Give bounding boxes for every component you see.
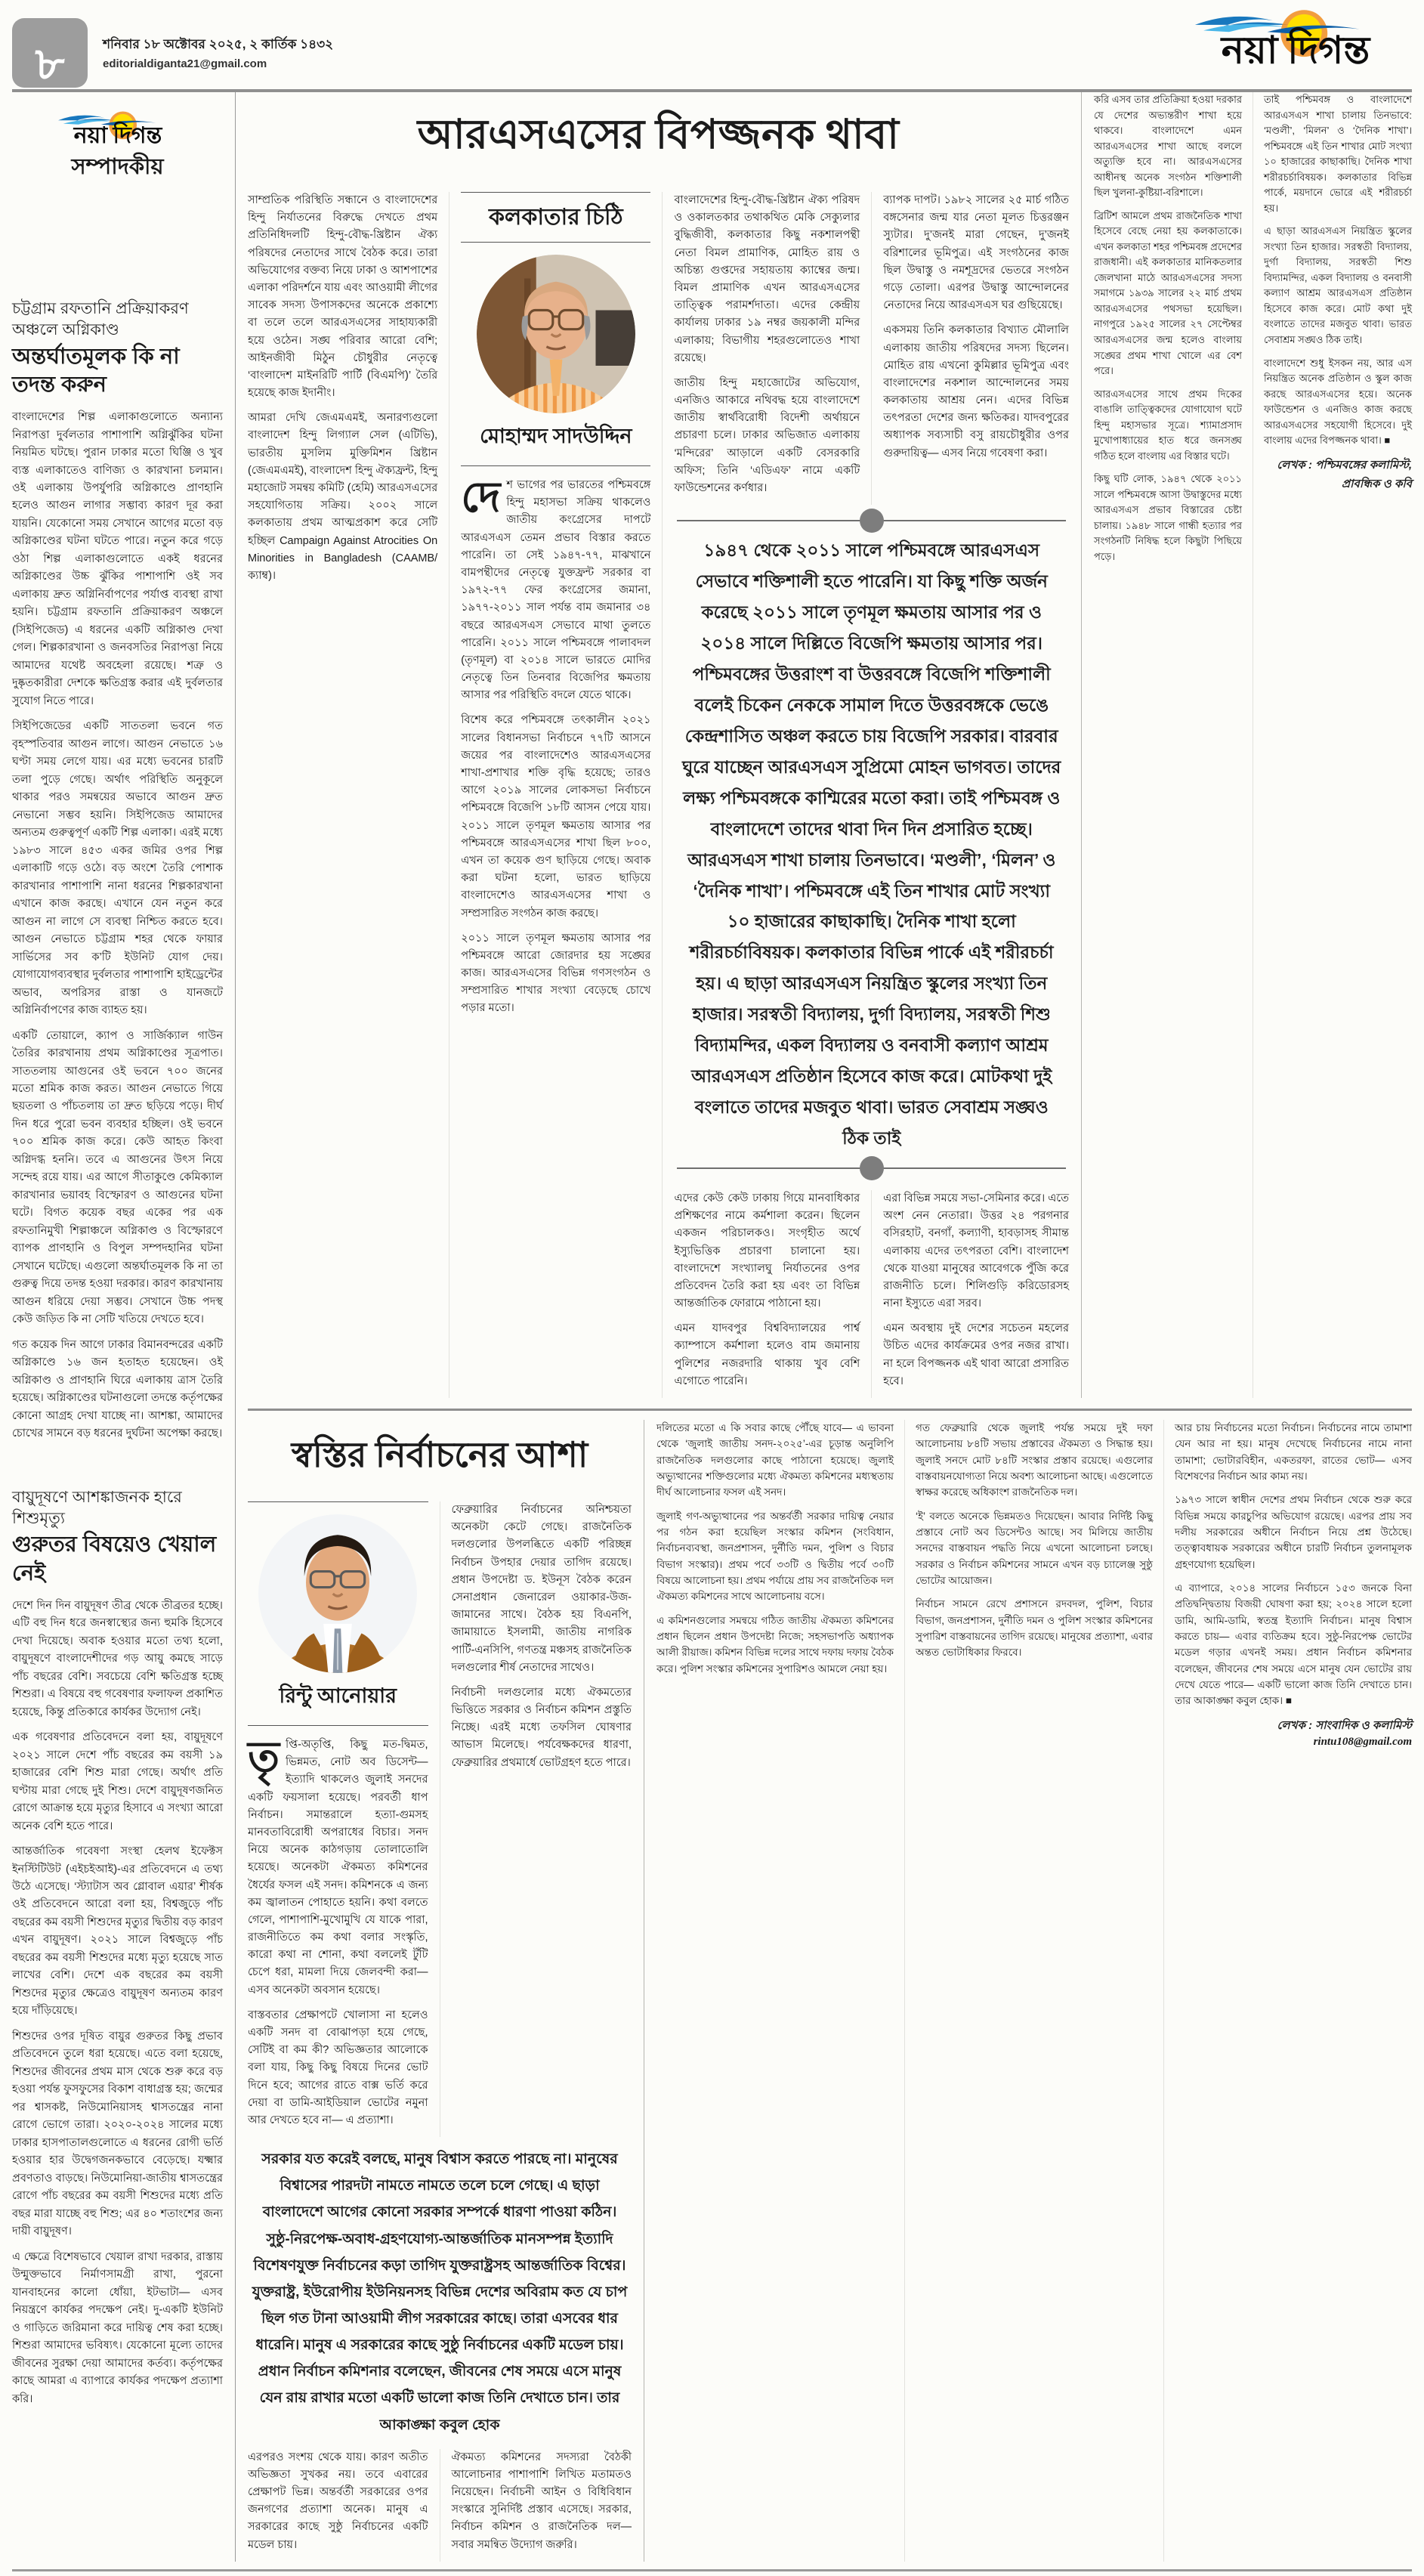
paragraph: সাম্প্রতিক পরিস্থিতি সন্ধানে ও বাংলাদেশের হিন্দু নির্যাতনের বিরুদ্ধে দেখতে প্রথম প্রতিনিধিদলটি হিন্দু-বৌদ্ধ-খ্রিষ্টান ঐক্য পরিষদের নেতাদের সাথে বৈঠক করে। তারা অভিযোগের বক্তব্য নিয়ে ঢাকা ও আশপাশের এলাকা পরিদর্শনে যায় এবং আওয়ামী লীগের সাবেক সদস্য উপাসকদের অনেকে প্রকাশ্যে বা তলে তলে আরএসএসের সাহায্যকারী হয়ে ওঠেন। সঙ্ঘ পরিবার আরো বেশি; আইনজীবী মিঠুন চৌধুরীর নেতৃত্বে ‘বাংলাদেশ মাইনরিটি পার্টি (বিএমপি)’ তৈরি হয়েছে কাজ ইদানীং। [248,194,438,400]
paragraph: এ কমিশনগুলোর সমন্বয়ে গঠিত জাতীয় ঐকমত্য কমিশনের প্রধান ছিলেন প্রধান উপদেষ্টা নিজে; সহসভাপতি অধ্যাপক আলী রীয়াজ। কমিশন বিভিন্ন দলের সাথে দফায় দফায় বৈঠক করে। পুলিশ সংস্কার কমিশনের সুপারিশও আমলে নেয়া হয়। [656,1614,894,1675]
right-column-3-text [1175,1420,1412,1709]
article-column-3 [674,192,860,505]
article-column-2 [449,192,650,1398]
masthead-logo-text: নয়া দিগন্ত [73,123,162,148]
pull-quote-bottom-rule [677,1167,1066,1169]
pull-quote-block [677,506,1066,1183]
paragraph: বিশেষ করে পশ্চিমবঙ্গে তৎকালীন ২০২১ সালের বিধানসভা নির্বাচনে ৭৭টি আসনে জয়ের পর বাংলাদেশেও আরএসএসের শাখা-প্রশাখার শক্তি বৃদ্ধি হয়েছে; তারও আগে ২০১৯ সালের লোকসভা নির্বাচনে পশ্চিমবঙ্গে বিজেপি ১৮টি আসন পেয়ে যায়। ২০১১ সালে তৃণমূল ক্ষমতায় আসার পর পশ্চিমবঙ্গে আরএসএসের শাখা ছিল ৮০০, এখন তা কয়েক গুণ ছাড়িয়ে গেছে। অবাক করা ঘটনা হলো, ভারত ছাড়িয়ে বাংলাদেশেও আরএসএসের শাখা ও সম্প্রসারিত সংগঠন কাজ করছে। [461,714,651,920]
article-column-b2 [440,2449,632,2562]
article-headline: আরএসএসের বিপজ্জনক থাবা [417,112,900,157]
left-columns-row [248,1501,632,2137]
article-column-3b [674,1190,860,1398]
paragraph: নির্বাচনী দলগুলোর মধ্যে ঐকমত্যের ভিত্তিতে সরকার ও নির্বাচন কমিশন প্রস্তুতি নিচ্ছে। এরই মধ্যে তফসিল ঘোষণার আভাস মিলেছে। পর্যবেক্ষকদের ধারণা, ফেব্রুয়ারির প্রথমার্ধে ভোটগ্রহণ হতে পারে। [451,1686,632,1769]
editorial-2 [12,1487,223,2408]
paragraph: দেশে দিন দিন বায়ুদূষণ তীব্র থেকে তীব্রতর হচ্ছে। এটি বহু দিন ধরে জনস্বাস্থ্যের জন্য হুমকি হিসেবে দেখা দিয়েছে। অবাক হওয়ার মতো তথ্য হলো, বায়ুদূষণে বাংলাদেশীদের গড় আয়ু কমছে সাড়ে পাঁচ বছরের বেশি। সবচেয়ে বেশি ক্ষতিগ্রস্ত হচ্ছে শিশুরা। এ বিষয়ে বহু গবেষণার ফলাফল প্রকাশিত হয়েছে, কিন্তু প্রতিকারে কার্যকর উদ্যোগ নেই। [12,1599,223,1718]
editorial-email: editorialdiganta21@gmail.com [103,57,267,70]
editorial-1 [12,298,223,1443]
article-column-4b [871,1190,1069,1398]
paragraph: এমন যাদবপুর বিশ্ববিদ্যালয়ের পার্শ্ব ক্যাম্পাসে কর্মশালা হলেও বাম জমানায় পুলিশের নজরদারি থাকায় খুব বেশি এগোতে পারেনি। [674,1322,860,1387]
author-photo [477,255,635,413]
author-credit: লেখক : পশ্চিমবঙ্গের কলামিস্ট, প্রাবন্ধিক ও কবি [1277,458,1412,490]
paragraph: আমরা দেখি জেএমএমই, অনারণ্যগুলো বাংলাদেশ হিন্দু লিগ্যাল সেল (এটিভি), ভারতীয় মুসলিম মুক্তিমিশন খ্রিষ্টান (জেএমএমই), বাংলাদেশ হিন্দু ঐক্যফ্রন্ট, হিন্দু মহাজোট সমন্বয় কমিটি (হেমি) আরএসএসের সহযোগিতায় সক্রিয়। ২০০২ সালে কলকাতায় প্রথম আত্মপ্রকাশ করে সেটি হচ্ছিল Campaign Against Atrocities On Minorities in Bangladesh (CAAMB/ক্যাম্ব)। [248,412,438,582]
article-rss-main [248,92,1081,1398]
page-header [12,0,1412,92]
author-box [248,1501,428,1726]
pull-quote-top-rule [677,520,1066,521]
right-column-3 [1163,1420,1412,2562]
article-column-2-more [461,712,650,1017]
author-photo [258,1514,417,1673]
article-election-right [644,1420,1412,2562]
editorial-column [12,92,236,2562]
article-column-a-more [248,2007,428,2129]
author-name: রিন্টু আনোয়ার [279,1684,397,1707]
paragraph: ঐকমত্য কমিশনের সদস্যরা বৈঠকী আলোচনার পাশাপাশি লিখিত মতামতও নিয়েছেন। নির্বাচনী আইন ও বিধিবিধান সংস্কারে সুনির্দিষ্ট প্রস্তাব এসেছে। সরকার, নির্বাচন কমিশন ও রাজনৈতিক দল— সবার সমন্বিত উদ্যোগ জরুরি। [451,2451,632,2551]
section-title: সম্পাদকীয় [71,155,164,179]
paragraph: ব্যাপক দাপট। ১৯৮২ সালের ২৫ মার্চ গঠিত বঙ্গসেনার জন্ম যার নেতা মূলত চিত্তরঞ্জন স্যুটার। দু’জনই মারা গেছেন, দু’জনই বরিশালের ভূমিপুত্র। এই সংগঠনের কাজ ছিল উদ্বাস্তু ও নমশূদ্রদের ভেতরে সংগঠন গড়ে তোলা। এরপর উদ্বাস্তু আন্দোলনের নেতাদের নিয়ে আরএসএস ঘর গুছিয়েছে। [883,194,1069,312]
article-divider-rule [248,1409,1412,1411]
paragraph: করি এসব তার প্রতিক্রিয়া হওয়া দরকার যে দেশের অভ্যন্তরীণ শাখা হয়ে থাকবে। বাংলাদেশে এমন আরএসএসের শাখা আছে বললে অত্যুক্তি হবে না। আরএসএসের আধীনস্থ অনেক সংগঠন শক্তিশালী ছিল খুলনা-কুষ্টিয়া-বরিশালে। [1094,94,1242,199]
editorial-title: গুরুতর বিষয়েও খেয়াল নেই [12,1532,217,1586]
articles-zone [236,92,1412,2562]
author-name: মোহাম্মদ সাদউদ্দিন [480,425,632,447]
drop-cap: তৃ [248,1734,280,1781]
article-columns [248,192,1069,1398]
dot-ornament-icon [860,509,884,533]
paragraph: এক গবেষণার প্রতিবেদনে বলা হয়, বায়ুদূষণে ২০২১ সালে দেশে পাঁচ বছরের কম বয়সী ১৯ হাজারের বেশি শিশু মারা গেছে। অর্থাৎ প্রতি ঘণ্টায় মারা গেছে দুই শিশু। দেশে বায়ুদূষণজনিত রোগে আক্রান্ত হয়ে মৃত্যুর হিসাবে এ সংখ্যা আরো অনেক বেশি হতে পারে। [12,1731,223,1832]
paragraph: দলিতের মতো এ কি সবার কাছে পৌঁছে যাবে— এ ভাবনা থেকে ‘জুলাই জাতীয় সনদ-২০২৫’-এর চূড়ান্ত অনুলিপি রাজনৈতিক দলগুলোর কাছে পাঠানো হয়েছে। জুলাই অভ্যুত্থানের শক্তিগুলোর মধ্যে ঐকমত্য কমিশনের মধ্যস্থতায় দীর্ঘ আলোচনার ফসল এই সনদ। [656,1422,894,1498]
editorial-body [12,1597,223,2408]
page-bottom-rule [12,2569,1412,2571]
left-columns-row-2 [248,2449,632,2562]
paragraph: গত ফেব্রুয়ারি থেকে জুলাই পর্যন্ত সময়ে দুই দফা আলোচনায় ৮৪টি সভায় প্রস্তাবের ঐকমত্য ও সিদ্ধান্ত হয়। জুলাই সনদে মোট ৮৪টি সংস্কার প্রস্তাব রয়েছে। এগুলোর বাস্তবায়নযোগ্যতা নিয়ে অবশ্য আলোচনা আছে। এগুলোতে স্বাক্ষর করেছে অধিকাংশ রাজনৈতিক দল। [916,1422,1153,1498]
paragraph: কিছু ঘটি লোক, ১৯৪৭ থেকে ২০১১ সালে পশ্চিমবঙ্গে আসা উদ্বাস্তুদের মধ্যে আরএসএস প্রভাব বিস্তারের চেষ্টা চালায়। ১৯৪৮ সালে গান্ধী হত্যার পর সংগঠনটি নিষিদ্ধ হলে কিছুটা পিছিয়ে পড়ে। [1094,473,1242,562]
paragraph: নির্বাচন সামনে রেখে প্রশাসনে রদবদল, পুলিশ, বিচার বিভাগ, জনপ্রশাসন, দুর্নীতি দমন ও পুলিশ সংস্কার কমিশনের সুপারিশ বাস্তবায়নের তাগিদ রয়েছে। মানুষের প্রত্যাশা, এবার অন্তত ভোটাধিকার ফিরবে। [916,1598,1153,1659]
article-election-left [248,1420,644,2562]
paragraph: এরপরও সংশয় থেকে যায়। কারণ অতীত অভিজ্ঞতা সুখকর নয়। তবে এবারের প্রেক্ষাপট ভিন্ন। অন্তর্বর্তী সরকারের ওপর জনগণের প্রত্যাশা অনেক। মানুষ এ সরকারের কাছে সুষ্ঠু নির্বাচনের একটি মডেল চায়। [248,2451,428,2551]
editorial-title: অন্তর্ঘাতমূলক কি না তদন্ত করুন [12,344,180,397]
article-column-1 [248,192,437,1398]
date-line: শনিবার ১৮ অক্টোবর ২০২৫, ২ কার্তিক ১৪৩২ [103,37,334,51]
paragraph: বাংলাদেশের হিন্দু-বৌদ্ধ-খ্রিষ্টান ঐক্য পরিষদ ও ওকালতকার তথাকথিত মেকি সেক্যুলার বুদ্ধিজীবী, কলকাতার কিছু নকশালপন্থী নেতা বিমল প্রামাণিক, মোহিত রায় ও অচিন্ত্য গুপ্তদের সহায়তায় ক্যাম্বের জন্ম। বিমল প্রামাণিক এখন আরএসএসের তাত্ত্বিক পরামর্শদাতা। এদের কেন্দ্রীয় কার্যালয় ঢাকার ১৯ নম্বর জয়কালী মন্দির এলাকায়; বিভাগীয় শহরগুলোতেও শাখা রয়েছে। [674,194,860,364]
paragraph: বাংলাদেশে শুধু ইসকন নয়, আর এস নিয়ন্ত্রিত অনেক প্রতিষ্ঠান ও স্কুল কাজ করছে আরএসএসের হয়ে। অনেক ফাউন্ডেশন ও এনজিও কাজ করছে আরএসএসের সহযোগী হিসেবে। দুই বাংলায় এদের বিপজ্জনক থাবা। ■ [1264,357,1412,447]
editorial-body [12,409,223,1443]
pull-quote-text: সরকার যত করেই বলছে, মানুষ বিশ্বাস করতে পারছে না। মানুষের বিশ্বাসের পারদটা নামতে নামতে তলে চলে গেছে। এ ছাড়া বাংলাদেশে আগের কোনো সরকার সম্পর্কে ধারণা পাওয়া কঠিন। সুষ্ঠু-নিরপেক্ষ-অবাধ-গ্রহণযোগ্য-আন্তর্জাতিক মানসম্পন্ন ইত্যাদি বিশেষণযুক্ত নির্বাচনের কড়া তাগিদ যুক্তরাষ্ট্রসহ আন্তর্জাতিক বিশ্বের। যুক্তরাষ্ট্র, ইউরোপীয় ইউনিয়নসহ বিভিন্ন দেশের অবিরাম কত যে চাপ ছিল গত টানা আওয়ামী লীগ সরকারের কাছে। তারা এসবের ধার ধারেনি। মানুষ এ সরকারের কাছে সুষ্ঠু নির্বাচনের একটি মডেল চায়। প্রধান নির্বাচন কমিশনার বলেছেন, জীবনের শেষ সময়ে এসে মানুষ যেন রায় রাখার মতো একটি ভালো কাজ তিনি দেখাতে চান। তার আকাঙ্ক্ষা কবুল হোক [252,2151,628,2433]
article-rss-sidecolumns [1081,92,1412,1398]
newspaper-logo [1182,0,1409,70]
paragraph: এ ব্যাপারে, ২০১৪ সালের নির্বাচনে ১৫৩ জনকে বিনা প্রতিদ্বন্দ্বিতায় বিজয়ী ঘোষণা করা হয়; ২০২৪ সালে হলো ডামি, আমি-ডামি, স্বতন্ত্র ইত্যাদি নির্বাচন। মানুষ বিশ্বাস করতে চায়— এবার ব্যতিক্রম হবে। সুষ্ঠু-নিরপেক্ষ ভোটের মডেল গড়ার এখনই সময়। প্রধান নির্বাচন কমিশনার বলেছেন, জীবনের শেষ সময়ে এসে মানুষ যেন ভোটের রায় দেখে যেতে পারে— একটি ভালো কাজ তিনি দেখাতে চান। তার আকাঙ্ক্ষা কবুল হোক। ■ [1175,1582,1412,1707]
dot-ornament-icon [860,1156,884,1180]
paragraph: গত কয়েক দিন আগে ঢাকার বিমানবন্দরের একটি অগ্নিকাণ্ডে ১৬ জন হতাহত হয়েছেন। ওই অগ্নিকাণ্ড ও প্রাণহানি ঘিরে এলাকায় ত্রাস তৈরি হয়েছে। অগ্নিকাণ্ডের ঘটনাগুলো তদন্তে কর্তৃপক্ষের কোনো আগ্রহ দেখা যাচ্ছে না। আশঙ্কা, আমাদের চোখের সামনে বড় ধরনের দুর্ঘটনা অপেক্ষা করছে। [12,1338,223,1440]
drop-cap: দে [461,475,501,521]
article-column-2-text: দেশ ভাগের পর ভারতের পশ্চিমবঙ্গে হিন্দু মহাসভা সক্রিয় থাকলেও জাতীয় কংগ্রেসের দাপটে আরএসএস তেমন প্রভাব বিস্তার করতে পারেনি। তা সেই ১৯৪৭-৭৭, মাঝখানে বামপন্থীদের নেতৃত্বে যুক্তফ্রন্ট সরকার বা ১৯৭২-৭৭ ফের কংগ্রেসের জমানা, ১৯৭৭-২০১১ সাল পর্যন্ত বাম জমানার ৩৪ বছরে আরএসএস সেভাবে মাথা তুলতে পারেনি। ২০১১ সালে পশ্চিমবঙ্গে পালাবদল (তৃণমূল) বা ২০১৪ সালে ভারতে মোদির নেতৃত্বে তিন তিনবার বিজেপির ক্ষমতায় আসার পর পরিস্থিতি বদলে যেতে থাকে। [461,475,651,702]
page-number-badge: ৮ [12,18,88,88]
paragraph: বাস্তবতার প্রেক্ষাপটে খোলাসা না হলেও একটি সনদ বা বোঝাপড়া হয়ে গেছে, সেটিই বা কম কী? অভিজ্ঞতার আলোকে বলা যায়, কিছু কিছু বিষয়ে দিনের ভোট দিনে হবে; আগের রাতে বাক্স ভর্তি করে দেয়া বা ডামি-আইডিয়াল ভোটের নমুনা আর দেখতে হবে না— এ প্রত্যাশা। [248,2009,428,2126]
right-column-1 [656,1420,894,2562]
article-column-a2 [248,2449,428,2562]
article-election [248,1420,1412,2562]
author-credit: লেখক : সাংবাদিক ও কলামিস্ট [1277,1718,1412,1732]
editorial-kicker: চট্টগ্রাম রফতানি প্রক্রিয়াকরণ অঞ্চলে অগ্নিকাণ্ড [12,300,189,339]
column-label: কলকাতার চিঠি [461,193,650,243]
author-credit-email: rintu108@gmail.com [1313,1735,1412,1748]
paragraph: তাই পশ্চিমবঙ্গ ও বাংলাদেশে আরএসএস শাখা চালায় তিনভাবে: ‘মণ্ডলী’, ‘মিলন’ ও ‘দৈনিক শাখা’। পশ্চিমবঙ্গে এই তিন শাখার মোট সংখ্যা ১০ হাজারের কাছাকাছি। দৈনিক শাখা শরীরচর্চাবিষয়ক। কলকাতার বিভিন্ন পার্কে, ময়দানে ভোরে এই শরীরচর্চা হয়। [1264,94,1412,214]
article-middle-block [662,192,1069,1398]
author-box [461,192,650,466]
paragraph: এ ছাড়া আরএসএস নিয়ন্ত্রিত স্কুলের সংখ্যা তিন হাজার। সরস্বতী বিদ্যালয়, দুর্গা বিদ্যালয়, সরস্বতী শিশু বিদ্যামন্দির, একল বিদ্যালয় ও বনবাসী কল্যাণ আশ্রম আরএসএস প্রতিষ্ঠান হিসেবে কাজ করে। মোট কথা দুই বংলাতে তাদের মজবুত থাবা। ভারত সেবাশ্রম সঙ্ঘও ঠিক তাই। [1264,225,1412,345]
narrow-column-2 [1253,92,1412,1398]
article-headline: স্বস্তির নির্বাচনের আশা [291,1436,588,1474]
page-body [12,92,1412,2562]
paragraph: ১৯৭৩ সালে স্বাধীন দেশের প্রথম নির্বাচন থেকে শুরু করে বিভিন্ন সময়ে কারচুপির অভিযোগ রয়েছে। এরপর প্রায় সব দলীয় সরকারের অধীনে নির্বাচন নিয়ে প্রশ্ন উঠেছে। তত্ত্বাবধায়ক সরকারের অধীনে চারটি নির্বাচন তুলনামূলক গ্রহণযোগ্য হয়েছিল। [1175,1494,1412,1570]
article-column-b [440,1501,632,2137]
paragraph: জুলাই গণ-অভ্যুত্থানের পর অন্তর্বর্তী সরকার দায়িত্ব নেয়ার পর গঠন করা হয়েছিল সংস্কার কমিশন (সংবিধান, নির্বাচনব্যবস্থা, জনপ্রশাসন, দুর্নীতি দমন, পুলিশ ও বিচার বিভাগ সংস্কার)। প্রথম পর্বে ৩৩টি ও দ্বিতীয় পর্বে ৩০টি বিষয়ে আলোচনা হয়। প্রথম পর্যায়ে প্রায় সব রাজনৈতিক দল ঐকমত্য কমিশনের সাথে আলোচনায় বসে। [656,1510,894,1603]
paragraph: এমন অবস্থায় দুই দেশের সচেতন মহলের উচিত এদের কার্যক্রমের ওপর নজর রাখা। না হলে বিপজ্জনক এই থাবা আরো প্রসারিত হবে। [883,1322,1069,1387]
right-column-2 [904,1420,1153,2562]
paragraph: ‘ই’ বলতে অনেকে ভিন্নমতও দিয়েছেন। আবার নির্দিষ্ট কিছু প্রস্তাবে নোট অব ডিসেন্টও আছে। সব মিলিয়ে জাতীয় সনদের বাস্তবায়ন পদ্ধতি নিয়ে এখনো আলোচনা চলছে। সরকার ও নির্বাচন কমিশনের সামনে এখন বড় চ্যালেঞ্জ সুষ্ঠু ভোটের আয়োজন। [916,1510,1153,1586]
paragraph: জাতীয় হিন্দু মহাজোটের অভিযোগ, এনজিও আকারে নথিবদ্ধ হয়ে বাংলাদেশে জাতীয় স্বার্থবিরোধী বিদেশী অর্থায়নে প্রচারণা চলে। ঢাকার অভিজাত এলাকায় ‘মন্দিরের’ আড়ালে একটি বেসরকারি অফিস; তিনি ‘এডিএফ’ নামে একটি ফাউন্ডেশনের কর্ণধার। [674,376,860,494]
article-column-a: রিন্টু আনোয়ার তৃপ্তি-অতৃপ্তি, কিছু মত-দ্বিমত, ভিন্নমত, নোট অব ডিসেন্ট— ইত্যাদি থাকলেও জুলাই সনদের একটি ফয়সালা হয়েছে। পরবর্তী ধাপ নির্বাচন। সমান্তরালে হত্যা-গুমসহ মানবতাবিরোধী অপরাধের বিচার। সনদ নিয়ে অনেক কাঠগড়ায় তোলাতোলি হয়েছে। অনেকটা ঐকমত্য কমিশনের ধৈর্যের ফসল এই সনদ। কমিশনকে এ জন্য কম জ্বালাতন পোহাতে হয়নি। কথা বলতে গেলে, পাশাপাশি-মুখোমুখি যে যাকে পারা, রাজনীতিতে কম কথা বলার সংস্কৃতি, কারো কথা না শোনা, কথা বললেই টুঁটি চেপে ধরা, মামলা দিয়ে জেলবন্দী করা— এসব অনেকটা অবসান হয়েছে। বাস্তবতার প্রেক্ষাপটে খোলাসা না হলেও একটি সনদ বা বোঝাপড়া হয়ে গেছে, সেটিই বা কম কী? অভিজ্ঞতার আলোকে বলা যায়, কিছু কিছু বিষয়ে দিনের ভোট দিনে হবে; আগের রাতে বাক্স ভর্তি করে দেয়া বা ডামি-আইডিয়াল ভোটের নমুনা আর দেখতে হবে না— এ প্রত্যাশা। [248,1501,428,2137]
article-column-4 [871,192,1069,505]
paragraph: একটি তোয়ালে, ক্যাপ ও সার্জিক্যাল গাউন তৈরির কারখানায় প্রথম অগ্নিকাণ্ডের সূত্রপাত। সাততলায় আগুনের ওই ভবনে ৭০০ জনের মতো শ্রমিক কাজ করত। আগুন নেভাতে গিয়ে ছয়তলা ও পাঁচতলায় তা দ্রুত ছড়িয়ে পড়ে। দীর্ঘ দিন ধরে পুরো ভবন ব্যবহার হচ্ছিল। ওই ভবনে ৭০০ শ্রমিক কাজ করে। কেউ আহত কিংবা অগ্নিদগ্ধ হননি। তবে এ আগুনের উৎস নিয়ে সন্দেহ রয়ে যায়। এর আগে সীতাকুণ্ডে কেমিক্যাল কারখানার ভয়াবহ বিস্ফোরণ ও আগুনের ঘটনা ঘটে। বিগত কয়েক বছর একের পর এক রফতানিমুখী শিল্পাঞ্চলে অগ্নিকাণ্ড ও বিস্ফোরণে ব্যাপক প্রাণহানি ও বিপুল সম্পদহানির ঘটনা সেখানে ঘটেছে। এগুলো অন্তর্ঘাতমূলক কি না তা গুরুত্ব দিয়ে তদন্ত হওয়া দরকার। কারণ কারখানায় আগুন ধরিয়ে দেয়া সম্ভব। সেখানে উচ্চ পদস্থ কেউ জড়িত কি না সেটি খতিয়ে দেখতে হবে। [12,1029,223,1326]
paragraph: আরএসএসের সাথে প্রথম দিকের বাঙালি তাত্ত্বিকদের যোগাযোগ ঘটে হিন্দু মহাসভার সূত্রে। শ্যামাপ্রসাদ মুখোপাধ্যায়ের হাত ধরে জনসঙ্ঘ গঠিত হলে বাংলায় এর বিস্তার ঘটে। [1094,388,1242,462]
editorial-kicker: বায়ুদূষণে আশঙ্কাজনক হারে শিশুমৃত্যু [12,1488,182,1528]
paragraph: শিশুদের ওপর দূষিত বায়ুর গুরুতর কিছু প্রভাব প্রতিবেদনে তুলে ধরা হয়েছে। এতে বলা হয়েছে, শিশুদের জীবনের প্রথম মাস থেকে শুরু করে বড় হওয়া পর্যন্ত ফুসফুসের বিকাশ বাধাগ্রস্ত হয়; জন্মের পর শ্বাসকষ্ট, নিউমোনিয়াসহ শ্বাসতন্ত্রের নানা রোগে ভোগে তারা। ২০২০-২০২৪ সালের মধ্যে ঢাকার হাসপাতালগুলোতে এ ধরনের রোগী ভর্তি হওয়ার হার উদ্বেগজনকভাবে বেড়েছে। যক্ষ্মার প্রবণতাও বাড়ছে। নিউমোনিয়া-জাতীয় শ্বাসতন্ত্রের রোগে পাঁচ বছরের কম বয়সী শিশুদের মধ্যে প্রতি বছর মারা যাচ্ছে বহু শিশু; এর ৪০ শতাংশের জন্য দায়ী বায়ুদূষণ। [12,2030,223,2238]
narrow-column-1 [1094,92,1242,1398]
masthead-logo [51,104,185,148]
middle-bottom-row [674,1190,1069,1398]
article-rss [248,92,1412,1398]
paragraph: আন্তর্জাতিক গবেষণা সংস্থা হেলথ ইফেক্টস ইনস্টিটিউট (এইচইআই)-এর প্রতিবেদনে এ তথ্য উঠে এসেছে। ‘স্ট্যাটাস অব গ্লোবাল এয়ার’ শীর্ষক ওই প্রতিবেদনে আরো বলা হয়, বিশ্বজুড়ে পাঁচ বছরের কম বয়সী শিশুদের মৃত্যুর দ্বিতীয় বড় কারণ এখন বায়ুদূষণ। ২০২১ সালে বিশ্বজুড়ে পাঁচ বছরের কম বয়সী শিশুদের মধ্যে মৃত্যু হয়েছে সাত লাখের বেশি। দেশে এক বছরের কম বয়সী শিশুদের মৃত্যুর ক্ষেত্রেও বায়ুদূষণ অন্যতম কারণ হয়ে দাঁড়িয়েছে। [12,1845,223,2018]
narrow-column-2-text [1264,92,1412,449]
paragraph: ২০১১ সালে তৃণমূল ক্ষমতায় আসার পর পশ্চিমবঙ্গে আরো জোরদার হয় সঙ্ঘের কাজ। আরএসএসের বিভিন্ন গণসংগঠন ও সম্প্রসারিত শাখার সংখ্যা বেড়েছে চোখে পড়ার মতো। [461,932,651,1015]
logo-text: নয়া দিগন্ত [1221,29,1370,70]
paragraph: ফেব্রুয়ারির নির্বাচনের অনিশ্চয়তা অনেকটা কেটে গেছে। রাজনৈতিক দলগুলোর উপলব্ধিতে একটি পরিচ্ছন্ন নির্বাচন উপহার দেয়ার তাগিদ রয়েছে। প্রধান উপদেষ্টা ড. ইউনূস বৈঠক করেন সেনাপ্রধান জেনারেল ওয়াকার-উজ-জামানের সাথে। বৈঠক হয় বিএনপি, জামায়াতে ইসলামী, জাতীয় নাগরিক পার্টি-এনসিপি, গণতন্ত্র মঞ্চসহ রাজনৈতিক দলগুলোর শীর্ষ নেতাদের সাথেও। [451,1504,632,1674]
paragraph: এ ক্ষেত্রে বিশেষভাবে খেয়াল রাখা দরকার, রাস্তায় উন্মুক্তভাবে নির্মাণসামগ্রী রাখা, পুরনো যানবাহনের কালো ধোঁয়া, ইটভাটা— এসব নিয়ন্ত্রণে কার্যকর পদক্ষেপ নেই। দু-একটি ইউনিট ও গাড়িতে জরিমানা করে দায়িত্ব শেষ করা হচ্ছে। শিশুরা আমাদের ভবিষ্যৎ। যেকোনো মূল্যে তাদের জীবনের সুরক্ষা দেয়া আমাদের কর্তব্য। কর্তৃপক্ষের কাছে আমরা এ ব্যাপারে কার্যকর পদক্ষেপ প্রত্যাশা করি। [12,2250,223,2405]
pull-quote-text: ১৯৪৭ থেকে ২০১১ সালে পশ্চিমবঙ্গে আরএসএস সেভাবে শক্তিশালী হতে পারেনি। যা কিছু শক্তি অর্জন করেছে ২০১১ সালে তৃণমূল ক্ষমতায় আসার পর ও ২০১৪ সালে দিল্লিতে বিজেপি ক্ষমতায় আসার পর। পশ্চিমবঙ্গের উত্তরাংশ বা উত্তরবঙ্গে বিজেপি শক্তিশালী বলেই চিকেন নেককে সামাল দিতে উত্তরবঙ্গকে ভেঙে কেন্দ্রশাসিত অঞ্চল করতে চায় বিজেপি সরকার। বারবার ঘুরে যাচ্ছেন আরএসএস সুপ্রিমো মোহন ভাগবত। তাদের লক্ষ্য পশ্চিমবঙ্গকে কাশ্মিরের মতো করা। তাই পশ্চিমবঙ্গ ও বাংলাদেশে তাদের থাবা দিন দিন প্রসারিত হচ্ছে। আরএসএস শাখা চালায় তিনভাবে। ‘মণ্ডলী’, ‘মিলন’ ও ‘দৈনিক শাখা’। পশ্চিমবঙ্গে এই তিন শাখার মোট সংখ্যা ১০ হাজারের কাছাকাছি। দৈনিক শাখা হলো শরীরচর্চাবিষয়ক। কলকাতার বিভিন্ন পার্কে এই শরীরচর্চা হয়। এ ছাড়া আরএসএস নিয়ন্ত্রিত স্কুলের সংখ্যা তিন হাজার। সরস্বতী বিদ্যালয়, দুর্গা বিদ্যালয়, সরস্বতী শিশু বিদ্যামন্দির, একল বিদ্যালয় ও বনবাসী কল্যাণ আশ্রম আরএসএস প্রতিষ্ঠান হিসেবে কাজ করে। মোটকথা দুই বংলাতে তাদের মজবুত থাবা। ভারত সেবাশ্রম সঙ্ঘও ঠিক তাই [682,540,1061,1148]
paragraph: এদের কেউ কেউ ঢাকায় গিয়ে মানবাধিকার প্রশিক্ষণের নামে কর্মশালা করেন। ছিলেন একজন পরিচালকও। সংগৃহীত অর্থে ইস্যুভিত্তিক প্রচারণা চালানো হয়। বাংলাদেশে সংখ্যালঘু নির্যাতনের ওপর প্রতিবেদন তৈরি করা হয় এবং তা বিভিন্ন আন্তর্জাতিক ফোরামে পাঠানো হয়। [674,1192,860,1310]
paragraph: এরা বিভিন্ন সময়ে সভা-সেমিনার করে। এতে অংশ নেন নেতারা। উত্তর ২৪ পরগনার বসিরহাট, বনগাঁ, কল্যাণী, হাবড়াসহ সীমান্ত এলাকায় এদের তৎপরতা বেশি। বাংলাদেশ থেকে যাওয়া মানুষের আবেগকে পুঁজি করে রাজনীতি চলে। শিলিগুড়ি করিডোরসহ নানা ইস্যুতে এরা সরব। [883,1192,1069,1310]
paragraph: আর চায় নির্বাচনের মতো নির্বাচন। নির্বাচনের নামে তামাশা যেন আর না হয়। মানুষ দেখেছে নির্বাচনের নামে নানা তামাশা; ভোটারবিহীন, একতরফা, রাতের ভোট— এসব বিশেষণের নির্বাচন আর কাম্য নয়। [1175,1422,1412,1482]
paragraph: বাংলাদেশের শিল্প এলাকাগুলোতে অন্যান্য নিরাপত্তা দুর্বলতার পাশাপাশি অগ্নিঝুঁকির ঘটনা নিয়মিত ঘটছে। পুরান ঢাকার মতো ঘিঞ্জি ও খুব ব্যস্ত এলাকাতেও বাণিজ্য ও কারখানা চলমান। ওই এলাকায় উপর্যুপরি অগ্নিকাণ্ডে প্রাণহানি হলেও আগুন লাগার সম্ভাব্য কারণ দূর করা যায়নি। যেকোনো সময় সেখানে আগের মতো বড় অগ্নিকাণ্ডের ঘটনা ঘটতে পারে। নতুন করে গড়ে ওঠা শিল্প এলাকাগুলোতে একই ধরনের অগ্নিকাণ্ডের উচ্চ ঝুঁকির পাশাপাশি ওই সব এলাকায় দ্রুত অগ্নিনির্বাপণের পর্যাপ্ত ব্যবস্থা রাখা হয়নি। চট্টগ্রাম রফতানি প্রক্রিয়াকরণ অঞ্চলে (সিইপিজেড) এ ধরনের একটি অগ্নিকাণ্ড দেখা গেল। শিল্পকারখানা ও জনবসতির নিরাপত্তা নিয়ে আমাদের যথেষ্ট অবহেলা রয়েছে। শত্রু ও দুষ্কৃতকারীরা দেশকে ক্ষতিগ্রস্ত করার এই দুর্বলতার সুযোগ নিতে পারে। [12,411,223,707]
paragraph: একসময় তিনি কলকাতার বিখ্যাত মৌলালি এলাকায় জাতীয় পরিষদের সদস্য ছিলেন। মোহিত রায় এখনো কুমিল্লার ভূমিপুত্র এবং বাংলাদেশের নকশাল আন্দোলনের সময় কলকাতায় আশ্রয় নেন। এদের বিভিন্ন তৎপরতা দেশের জন্য ক্ষতিকর। যাদবপুরের অধ্যাপক সব্যসাচী বসু রায়চৌধুরীর ওপর গুরুদায়িত্ব— এসব নিয়ে গবেষণা করা। [883,324,1069,459]
paragraph: সিইপিজেডের একটি সাততলা ভবনে গত বৃহস্পতিবার আগুন লাগে। আগুন নেভাতে ১৬ ঘণ্টা সময় লেগে যায়। এর মধ্যে ভবনের চারটি তলা পুড়ে গেছে। অর্থাৎ পরিস্থিতি অনুকূলে থাকার পরও সমন্বয়ের অভাবে আগুন দ্রুত নেভানো সম্ভব হয়নি। সিইপিজেড আমাদের অন্যতম গুরুত্বপূর্ণ একটি শিল্প এলাকা। এরই মধ্যে ১৯৮৩ সালে ৪৫৩ একর জমির ওপর শিল্প এলাকাটি গড়ে ওঠে। বড় অংশে তৈরি পোশাক কারখানার পাশাপাশি নানা ধরনের শিল্পকারখানা এখানে কাজ করছে। এখানে যেন নতুন করে আগুন না লাগে সে ব্যবস্থা নিশ্চিত করতে হবে। আগুন নেভাতে চট্টগ্রাম শহর থেকে ফায়ার সার্ভিসের সব ক’টি ইউনিট যোগ দেয়। যোগাযোগব্যবস্থার দুর্বলতার পাশাপাশি হাইড্রেন্টের অভাব, অপরিসর রাস্তা ও যানজটে অগ্নিনির্বাপণের কাজ ব্যাহত হয়। [12,720,223,1017]
paragraph: ব্রিটিশ আমলে প্রথম রাজনৈতিক শাখা হিসেবে বেছে নেয়া হয় কলকাতাকে। এখন কলকাতা শহর পশ্চিমবঙ্গ প্রদেশের রাজধানী। এই কলকাতার মানিকতলার জেলখানা মাঠে আরএসএসের সদস্য সমাগমে ১৯৩৯ সালের ২২ মার্চ প্রথম আরএসএসের পথসভা হয়েছিল। নাগপুরে ১৯২৫ সালের ২৭ সেপ্টেম্বর আরএসএসের জন্ম হলেও বাংলায় সঙ্ঘের প্রথম শাখা খোলে এর বেশ পরে। [1094,209,1242,377]
middle-top-row [674,192,1069,505]
